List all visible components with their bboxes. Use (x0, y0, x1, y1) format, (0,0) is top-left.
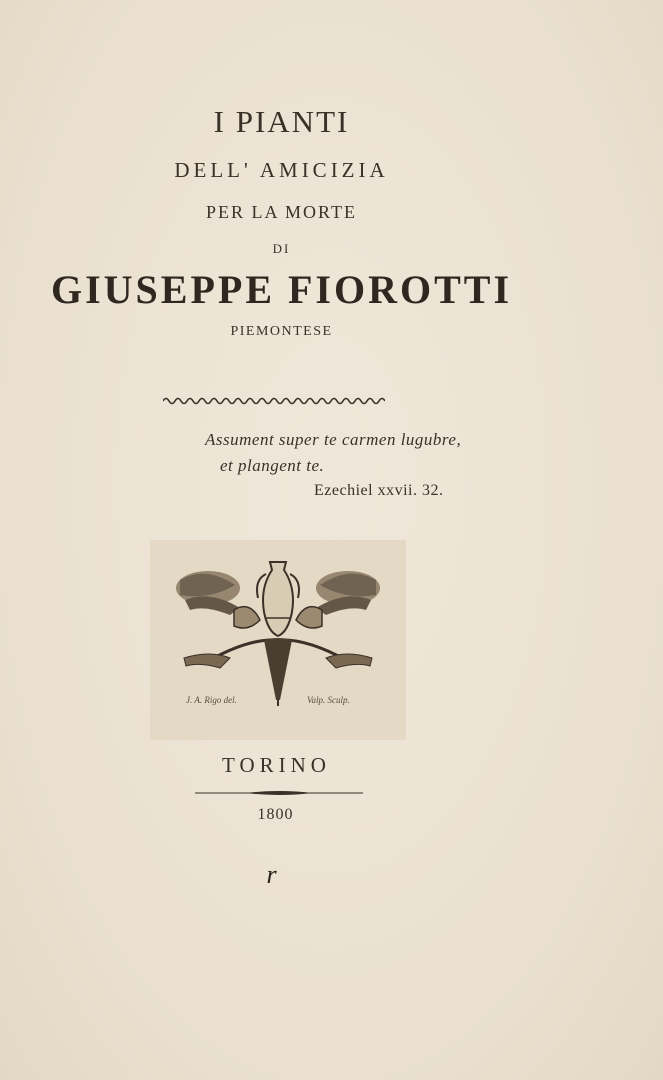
title-line-2: DELL' AMICIZIA (174, 158, 389, 182)
engraved-vignette (150, 540, 406, 740)
urn-vignette-icon (150, 540, 406, 740)
imprint-year: 1800 (257, 806, 294, 823)
title-line-1: I PIANTI (213, 104, 350, 139)
epigraph-line-1: Assument super te carmen lugubre, (205, 430, 462, 449)
subject-name: GIUSEPPE FIOROTTI (50, 267, 513, 312)
subject-origin: PIEMONTESE (230, 324, 333, 339)
epigraph-line-2: et plangent te. (220, 456, 325, 475)
ornamental-rule-icon (163, 396, 385, 406)
epigraph-source: Ezechiel xxvii. 32. (314, 482, 444, 499)
vignette-credit-draftsman: J. A. Rigo del. (186, 695, 237, 705)
vignette-credit-engraver: Valp. Sculp. (307, 695, 350, 705)
title-line-4: DI (272, 241, 291, 256)
imprint-city: TORINO (222, 753, 331, 777)
signature-mark: r (266, 860, 277, 889)
title-line-3: PER LA MORTE (206, 202, 357, 222)
imprint-rule-icon (195, 790, 363, 796)
